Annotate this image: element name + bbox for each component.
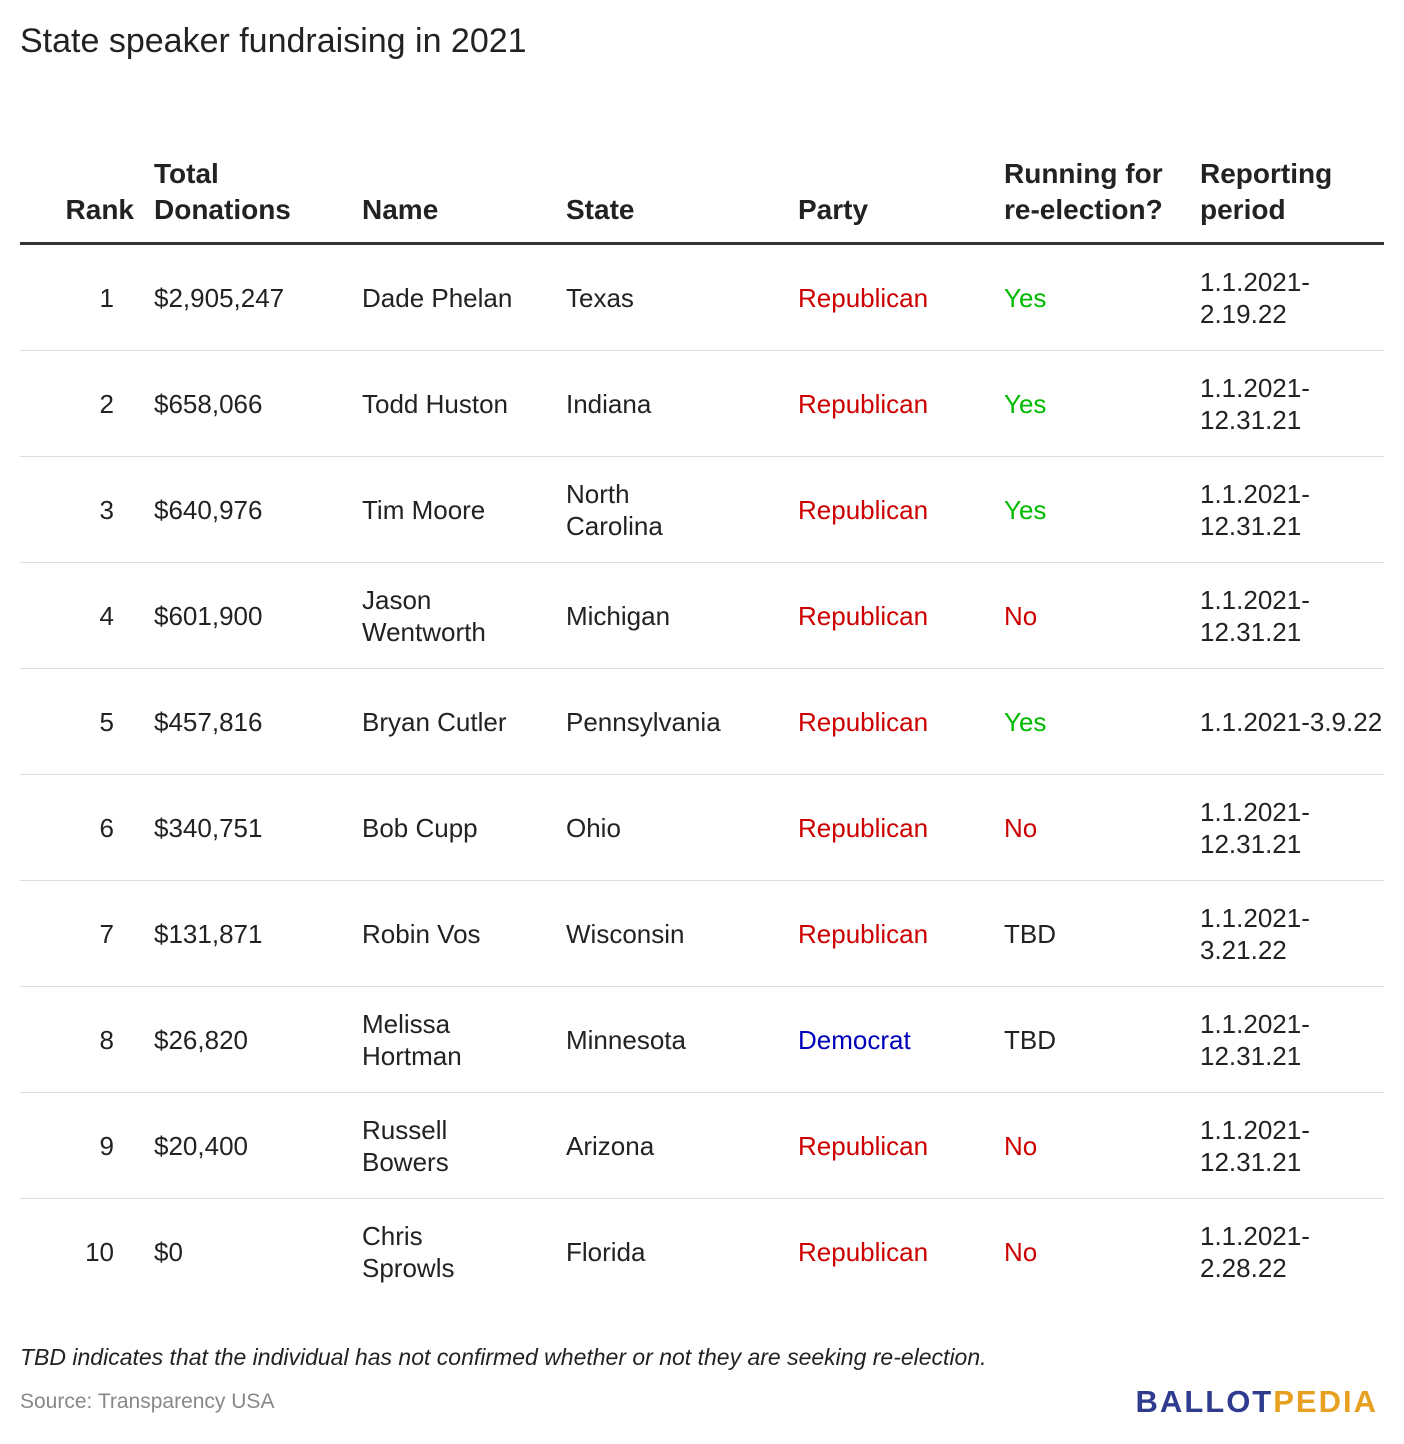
cell-rank: 7 [20,881,154,987]
table-row [20,457,1384,563]
ballotpedia-logo [1136,1384,1378,1420]
cell-state: North Carolina [566,457,798,563]
cell-party: Republican [798,775,1004,881]
cell-state: Wisconsin [566,881,798,987]
cell-state: Michigan [566,563,798,669]
cell-running: TBD [1004,881,1200,987]
cell-reporting-period: 1.1.2021-12.31.21 [1200,987,1384,1093]
cell-reporting-period: 1.1.2021-12.31.21 [1200,1093,1384,1199]
cell-party: Republican [798,1236,929,1267]
cell-party: Republican [798,669,1004,775]
source-text: Source: Transparency USA [20,1390,275,1413]
column-header-name: Name [362,112,566,244]
cell-name: Russell Bowers [362,1093,566,1199]
cell-party: Republican [798,1093,1004,1199]
cell-state: Indiana [566,351,798,457]
cell-running: Yes [1004,669,1200,775]
cell-party: Republican [798,457,1004,563]
logo-part-ballot: BALLOT [1135,1384,1274,1419]
cell-running: No [1004,1093,1200,1199]
table-row [20,351,1384,457]
cell-running: No [1004,1236,1038,1267]
cell-reporting-period: 1.1.2021-2.28.22 [1200,1220,1310,1283]
cell-running: No [1004,563,1200,669]
cell-running: Yes [1004,457,1200,563]
cell-name: Todd Huston [362,351,566,457]
cell-rank: 4 [20,563,154,669]
cell-rank: 10 [85,1236,114,1267]
table-row [20,987,1384,1093]
cell-name: Robin Vos [362,881,566,987]
cell-reporting-period: 1.1.2021-12.31.21 [1200,351,1384,457]
cell-name: Tim Moore [362,457,566,563]
cell-running: Yes [1004,244,1200,351]
table-row [20,563,1384,669]
column-header-reporting-period: Reporting period [1200,112,1384,244]
cell-state: Arizona [566,1093,798,1199]
cell-state: Minnesota [566,987,798,1093]
cell-total-donations: $601,900 [154,563,362,669]
cell-total-donations: $0 [154,1236,183,1267]
cell-name: Jason Wentworth [362,563,566,669]
cell-party: Republican [798,881,1004,987]
cell-reporting-period: 1.1.2021-3.21.22 [1200,881,1384,987]
column-header-state: State [566,112,798,244]
cell-name: Dade Phelan [362,244,566,351]
cell-rank: 1 [20,244,154,351]
cell-rank: 2 [20,351,154,457]
column-header-total-donations: Total Donations [154,112,362,244]
cell-rank: 8 [20,987,154,1093]
table-header-row [20,112,1384,244]
cell-running: No [1004,775,1200,881]
cell-rank: 6 [20,775,154,881]
cell-state: Florida [566,1236,646,1267]
chart-title: State speaker fundraising in 2021 [20,22,527,60]
cell-name: Melissa Hortman [362,987,566,1093]
column-header-rank: Rank [20,112,154,244]
cell-reporting-period: 1.1.2021-12.31.21 [1200,775,1384,881]
cell-name: Bob Cupp [362,775,566,881]
cell-running: TBD [1004,987,1200,1093]
cell-total-donations: $20,400 [154,1093,362,1199]
cell-state: Texas [566,244,798,351]
table-row [20,775,1384,881]
fundraising-table [20,112,1384,1304]
logo-part-pedia: PEDIA [1273,1384,1378,1419]
table-row [20,1199,1384,1305]
cell-rank: 3 [20,457,154,563]
cell-rank: 9 [20,1093,154,1199]
cell-party: Democrat [798,987,1004,1093]
cell-state: Pennsylvania [566,669,798,775]
column-header-running: Running for re-election? [1004,112,1200,244]
cell-total-donations: $131,871 [154,881,362,987]
cell-total-donations: $340,751 [154,775,362,881]
cell-reporting-period: 1.1.2021-12.31.21 [1200,563,1384,669]
cell-reporting-period: 1.1.2021-12.31.21 [1200,457,1384,563]
cell-running: Yes [1004,351,1200,457]
cell-rank: 5 [20,669,154,775]
cell-total-donations: $640,976 [154,457,362,563]
cell-name: Bryan Cutler [362,669,566,775]
cell-total-donations: $2,905,247 [154,244,362,351]
cell-state: Ohio [566,775,798,881]
cell-party: Republican [798,351,1004,457]
table-row [20,669,1384,775]
column-header-party: Party [798,112,1004,244]
cell-total-donations: $658,066 [154,351,362,457]
cell-reporting-period: 1.1.2021-3.9.22 [1200,669,1384,775]
table-row [20,881,1384,987]
footnote: TBD indicates that the individual has not confirmed whether or not they are seeking re-election. [20,1344,987,1370]
cell-total-donations: $457,816 [154,669,362,775]
table-row [20,244,1384,351]
cell-party: Republican [798,563,1004,669]
cell-name: Chris Sprowls [362,1220,455,1283]
table-body [20,244,1384,1305]
cell-party: Republican [798,244,1004,351]
cell-reporting-period: 1.1.2021-2.19.22 [1200,244,1384,351]
cell-total-donations: $26,820 [154,987,362,1093]
table-row [20,1093,1384,1199]
